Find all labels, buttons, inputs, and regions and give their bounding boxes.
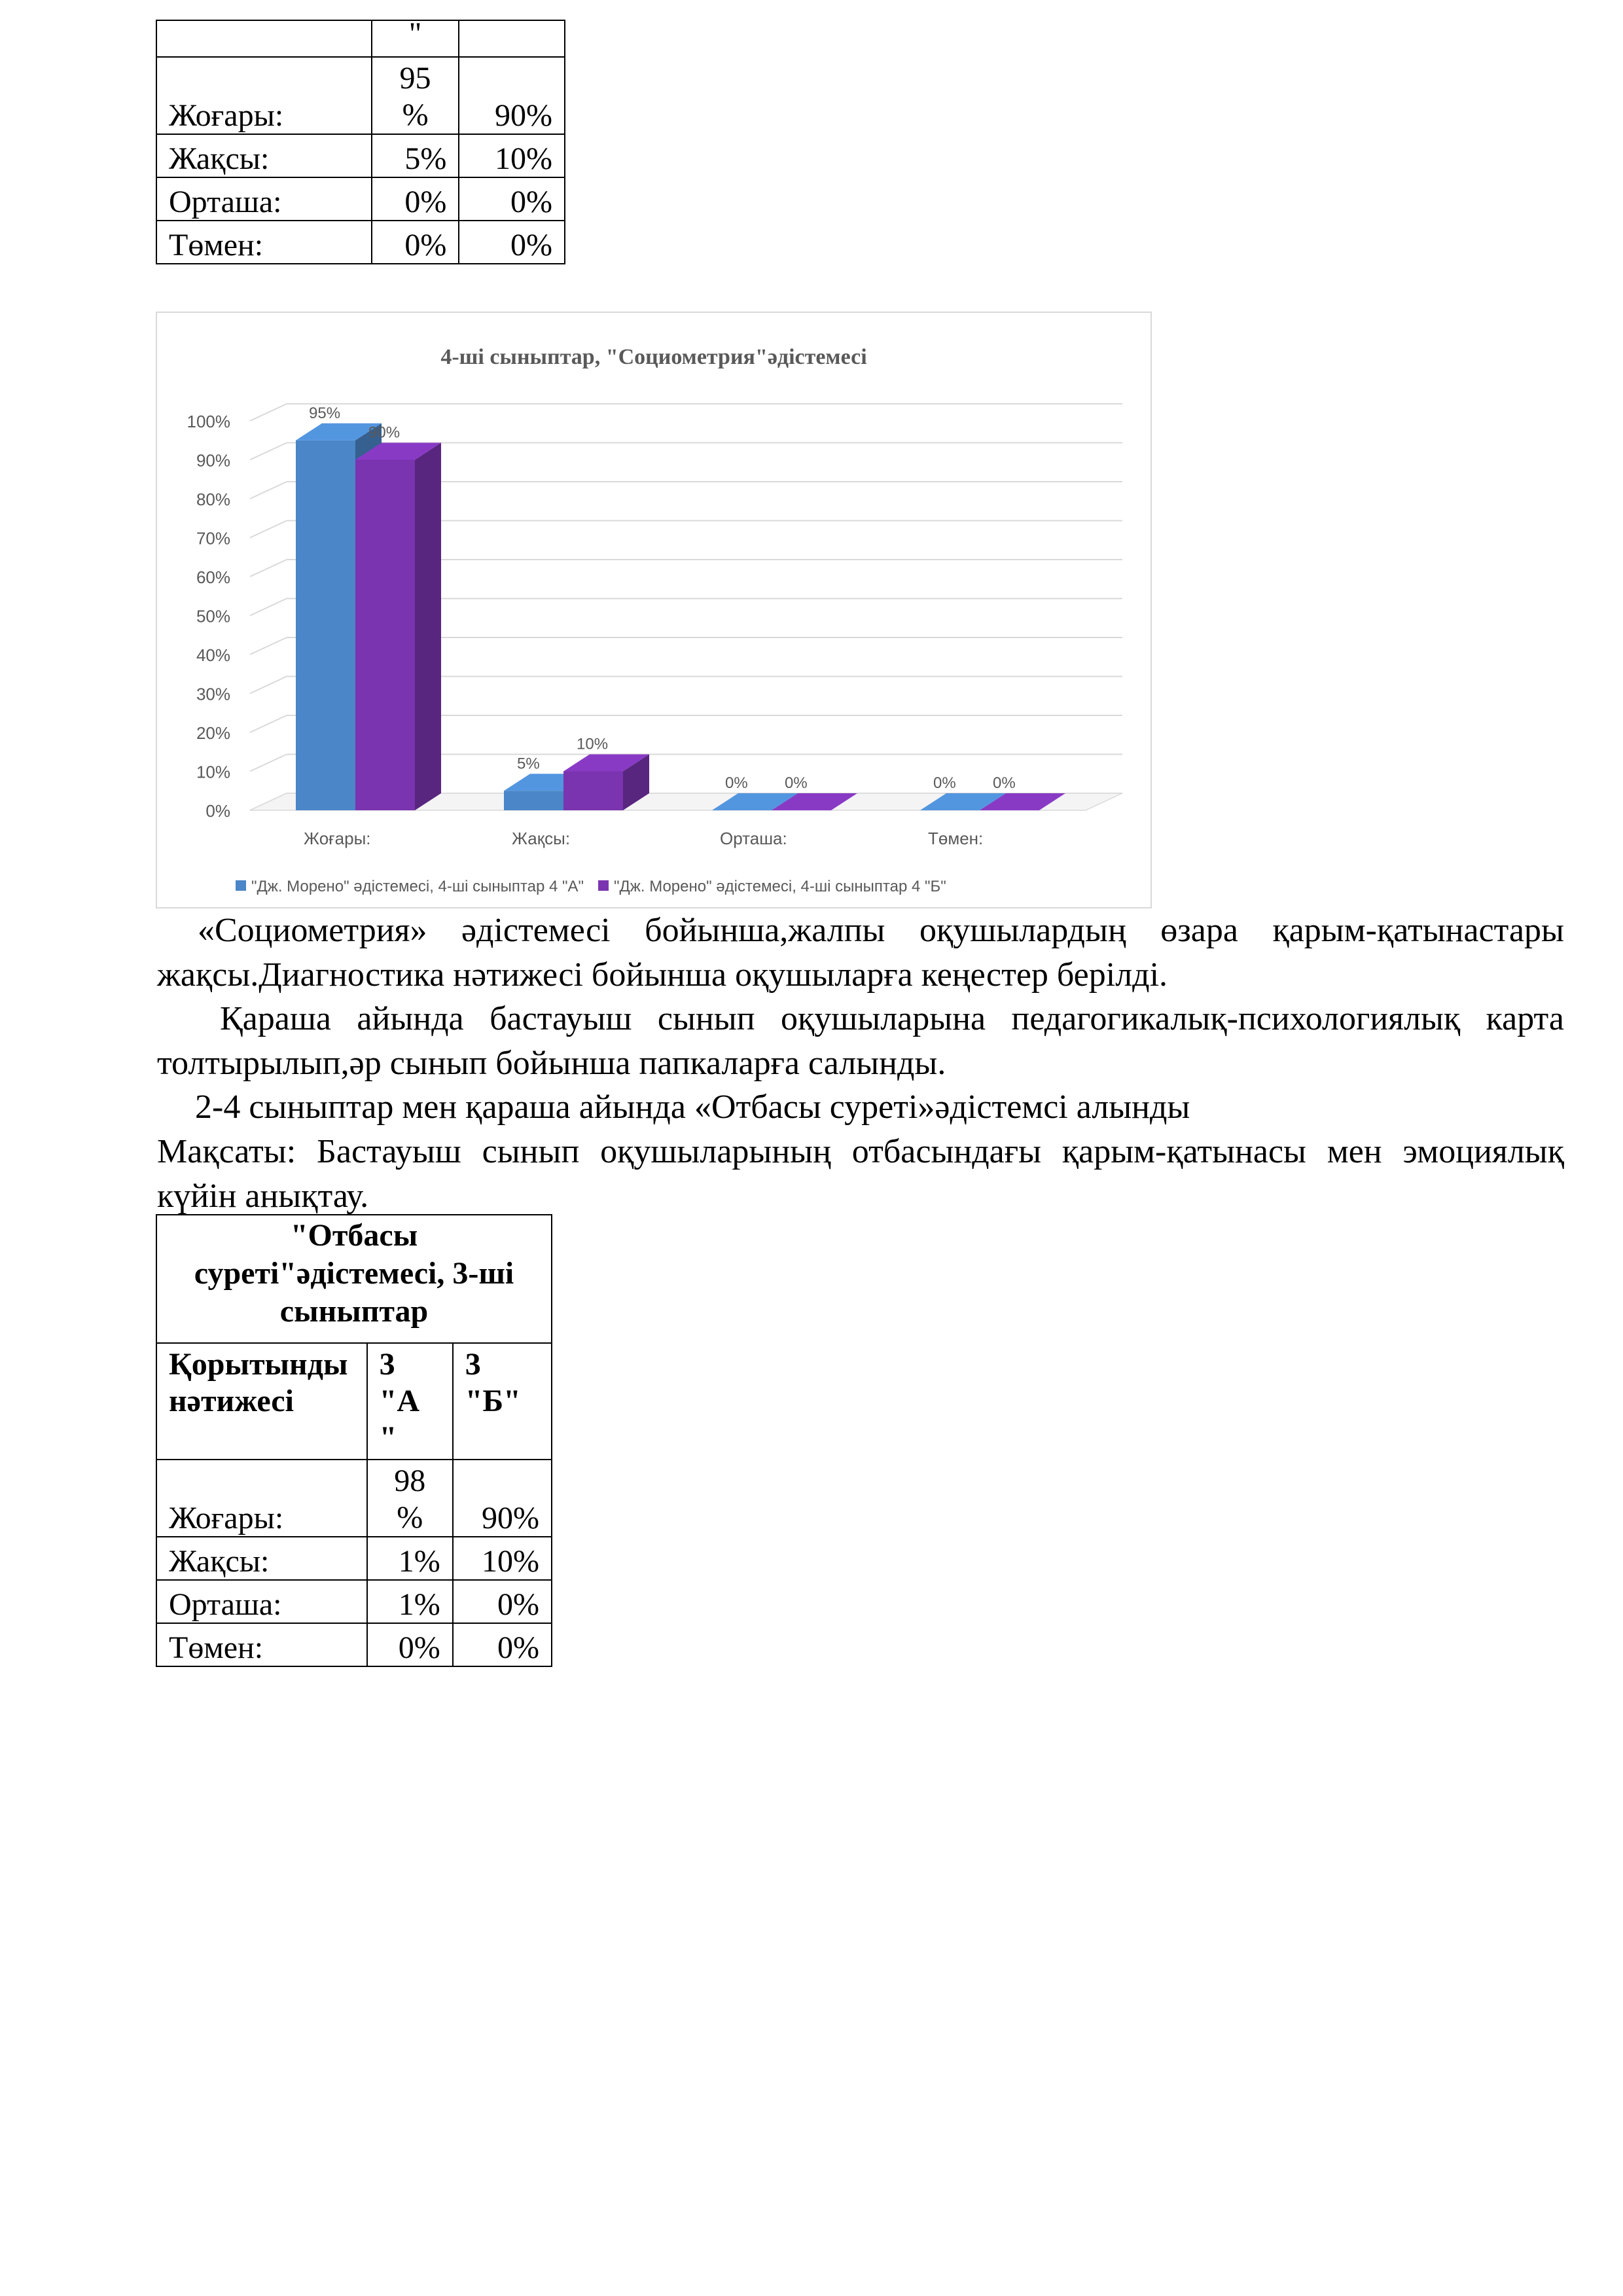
y-tick-label: 100% — [187, 412, 230, 431]
row-label: Төмен: — [156, 221, 372, 264]
bar — [504, 791, 563, 810]
x-tick-label: Орташа: — [720, 829, 787, 848]
gridline-side — [250, 560, 287, 577]
table-row — [156, 1623, 552, 1666]
table-cell — [156, 20, 372, 57]
data-label: 0% — [933, 774, 956, 792]
paragraph-psych-card: Қараша айында бастауыш сынып оқушыларына педагогикалық-психологиялық карта толтырылып,әр сынып бойынша папкаларға салынды. — [157, 1000, 1564, 1082]
gridline-side — [250, 755, 287, 772]
gridline-side — [250, 404, 287, 421]
data-label: 0% — [725, 774, 748, 792]
row-label: Орташа: — [156, 177, 372, 221]
paragraph-family-drawing: 2-4 сыныптар мен қараша айында «Отбасы суреті»әдістемсі алынды — [195, 1088, 1190, 1126]
table-row — [156, 177, 565, 221]
table-row — [156, 134, 565, 177]
row-label: Жақсы: — [156, 1537, 367, 1580]
paragraph-goal: Мақсаты: Бастауыш сынып оқушыларының отбасындағы қарым-қатынасы мен эмоциялық күйін анықтау. — [157, 1133, 1564, 1215]
gridline-side — [250, 443, 287, 460]
gridline-side — [250, 521, 287, 538]
legend-swatch — [236, 880, 246, 891]
row-label: Төмен: — [156, 1623, 367, 1666]
x-tick-label: Төмен: — [928, 829, 984, 848]
legend-label: "Дж. Морено" әдістемесі, 4-ші сыныптар 4 "А" — [251, 878, 584, 895]
y-tick-label: 50% — [196, 606, 230, 626]
value-cell: 5% — [372, 134, 459, 177]
value-cell: 0% — [453, 1580, 552, 1623]
y-tick-label: 80% — [196, 490, 230, 509]
table-row — [156, 1343, 552, 1460]
gridline-side — [250, 715, 287, 732]
chart-canvas — [157, 313, 1150, 907]
row-label: Орташа: — [156, 1580, 367, 1623]
row-label: Жоғары: — [156, 1460, 367, 1537]
y-tick-label: 60% — [196, 567, 230, 587]
value-cell: 0% — [453, 1623, 552, 1666]
legend-label: "Дж. Морено" әдістемесі, 4-ші сыныптар 4 "Б" — [614, 878, 946, 895]
gridline-side — [250, 599, 287, 616]
x-tick-label: Жақсы: — [512, 829, 571, 848]
value-cell: 95 % — [372, 57, 459, 134]
sociometry-chart — [156, 312, 1152, 908]
table-row — [156, 1215, 552, 1343]
table-row — [156, 221, 565, 264]
y-tick-label: 10% — [196, 762, 230, 782]
gridline-side — [250, 677, 287, 694]
bar — [355, 460, 415, 811]
y-tick-label: 40% — [196, 645, 230, 665]
table-cell: " — [372, 20, 459, 57]
data-label: 95% — [309, 404, 341, 422]
table-row — [156, 1460, 552, 1537]
data-label: 90% — [368, 423, 401, 442]
results-table-3rd-grade — [156, 1214, 552, 1667]
bar — [296, 440, 355, 810]
value-cell: 0% — [459, 177, 565, 221]
table-row — [156, 1537, 552, 1580]
x-tick-label: Жоғары: — [304, 829, 371, 848]
value-cell: 0% — [372, 177, 459, 221]
value-cell: 0% — [459, 221, 565, 264]
gridline-side — [250, 482, 287, 499]
y-tick-label: 70% — [196, 528, 230, 548]
row-label: Жақсы: — [156, 134, 372, 177]
column-header: 3 "А " — [367, 1343, 453, 1460]
y-tick-label: 30% — [196, 684, 230, 704]
gridline-side — [250, 637, 287, 655]
value-cell: 98 % — [367, 1460, 453, 1537]
legend-swatch — [598, 880, 609, 891]
value-cell: 1% — [367, 1580, 453, 1623]
data-label: 10% — [577, 735, 609, 753]
column-header: Қорытынды нәтижесі — [156, 1343, 367, 1460]
value-cell: 10% — [453, 1537, 552, 1580]
value-cell: 0% — [372, 221, 459, 264]
table-row — [156, 1580, 552, 1623]
table-row — [156, 20, 565, 57]
y-tick-label: 0% — [205, 801, 230, 821]
value-cell: 0% — [367, 1623, 453, 1666]
value-cell: 90% — [459, 57, 565, 134]
paragraph-sociometry-summary: «Социометрия» әдістемесі бойынша,жалпы оқушылардың өзара қарым-қатынастары жақсы.Диагностика нәтижесі бойынша оқушыларға кеңестер берілді. — [157, 912, 1564, 994]
results-table-4th-grade — [156, 16, 565, 264]
y-tick-label: 90% — [196, 450, 230, 471]
bar — [563, 772, 623, 811]
table-cell — [459, 20, 565, 57]
chart-title: 4-ші сыныптар, "Социометрия"әдістемесі — [440, 345, 867, 369]
data-label: 0% — [993, 774, 1016, 792]
y-tick-label: 20% — [196, 723, 230, 743]
data-label: 0% — [785, 774, 808, 792]
column-header: 3 "Б" — [453, 1343, 552, 1460]
table-title: "Отбасы суреті"әдістемесі, 3-ші сыныптар — [156, 1215, 552, 1343]
value-cell: 90% — [453, 1460, 552, 1537]
bar-side — [415, 443, 441, 811]
data-label: 5% — [517, 755, 540, 773]
value-cell: 10% — [459, 134, 565, 177]
row-label: Жоғары: — [156, 57, 372, 134]
table-row — [156, 57, 565, 134]
value-cell: 1% — [367, 1537, 453, 1580]
